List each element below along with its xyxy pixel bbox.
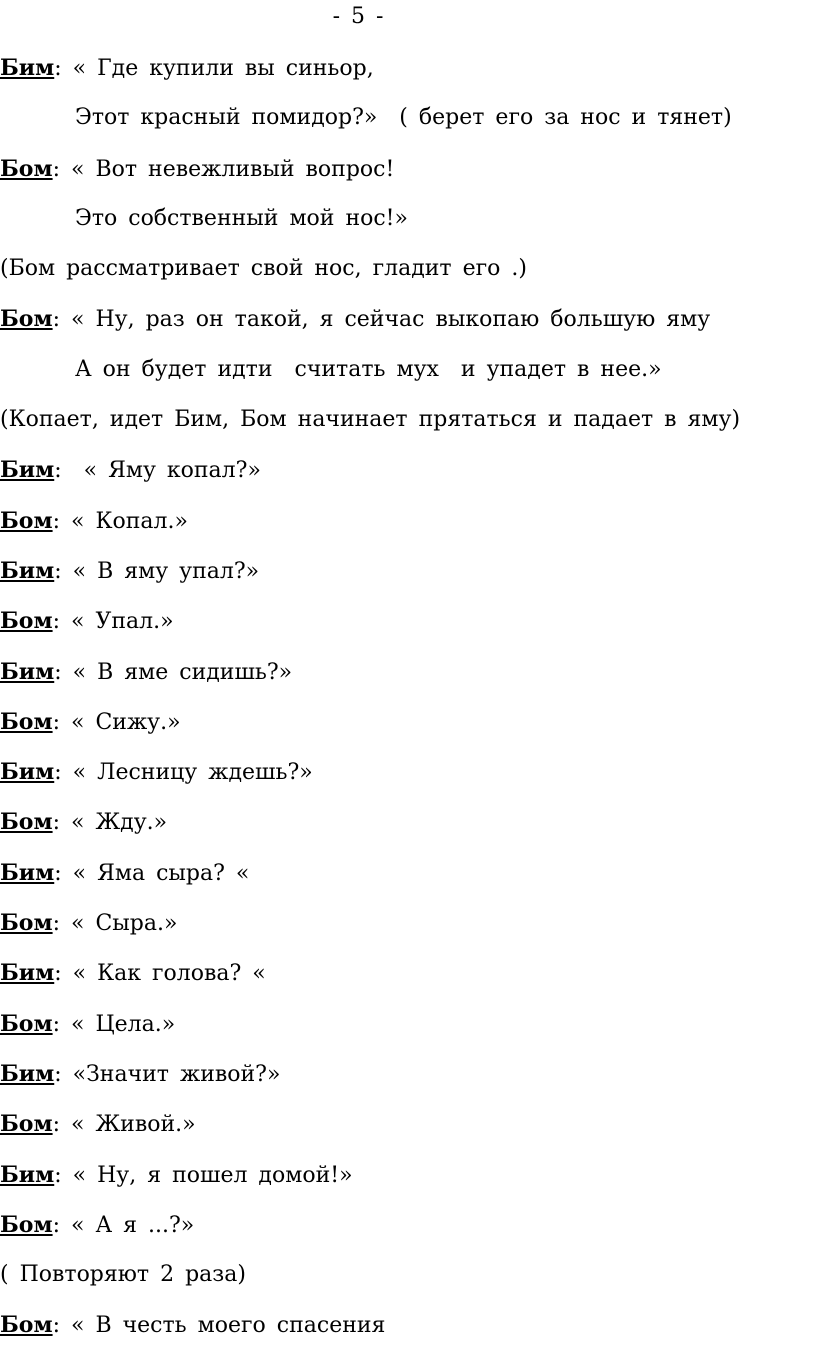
line-text: : « Сыра.» xyxy=(52,911,178,937)
line-text: : « Ну, я пошел домой!» xyxy=(54,1162,353,1188)
line-text: : «Значит живой?» xyxy=(54,1061,281,1087)
page-number: - 5 - xyxy=(332,4,384,29)
speaker-name: Бом xyxy=(0,1312,53,1339)
speaker-name: Бом xyxy=(0,1211,53,1238)
verse-continuation-line xyxy=(0,101,816,151)
line-text: Это собственный мой нос!» xyxy=(75,205,408,231)
speaker-name: Бим xyxy=(0,557,55,584)
line-text: (Бом рассматривает свой нос, гладит его .) xyxy=(0,256,527,282)
verse-continuation-line xyxy=(0,202,816,252)
speaker-name: Бом xyxy=(0,507,53,534)
verse-continuation-line xyxy=(0,353,816,403)
line-text: : « Яма сыра? « xyxy=(54,860,250,886)
dialogue-line xyxy=(0,1057,816,1107)
dialogue-line xyxy=(0,956,816,1006)
dialogue-line xyxy=(0,152,816,202)
line-text: : « А я ...?» xyxy=(52,1212,195,1238)
speaker-name: Бим xyxy=(0,960,55,987)
stage-direction-line xyxy=(0,403,816,453)
dialogue-line xyxy=(0,1107,816,1157)
line-text: : « Цела.» xyxy=(52,1011,176,1037)
line-text: : « В яму упал?» xyxy=(54,558,260,584)
line-text: Этот красный помидор?» ( берет его за нос и тянет) xyxy=(75,105,732,131)
speaker-name: Бом xyxy=(0,809,53,836)
dialogue-line xyxy=(0,1308,816,1358)
script-text xyxy=(0,51,816,1359)
dialogue-line xyxy=(0,906,816,956)
dialogue-line xyxy=(0,705,816,755)
line-text: : « Живой.» xyxy=(52,1112,196,1138)
dialogue-line xyxy=(0,1158,816,1208)
line-text: : « Яму копал?» xyxy=(54,458,261,484)
line-text: : « Лесницу ждешь?» xyxy=(54,760,313,786)
line-text: : « Ну, раз он такой, я сейчас выкопаю большую яму xyxy=(52,307,711,333)
dialogue-line xyxy=(0,51,816,101)
speaker-name: Бом xyxy=(0,910,53,937)
speaker-name: Бом xyxy=(0,1010,53,1037)
dialogue-line xyxy=(0,554,816,604)
stage-direction-line xyxy=(0,1258,816,1308)
line-text: : « Вот невежливый вопрос! xyxy=(52,156,395,182)
dialogue-line xyxy=(0,856,816,906)
speaker-name: Бом xyxy=(0,155,53,182)
dialogue-line xyxy=(0,1208,816,1258)
dialogue-line xyxy=(0,604,816,654)
line-text: : « В честь моего спасения xyxy=(52,1313,386,1339)
stage-direction-line xyxy=(0,252,816,302)
speaker-name: Бим xyxy=(0,1161,55,1188)
dialogue-line xyxy=(0,805,816,855)
dialogue-line xyxy=(0,504,816,554)
line-text: : « Где купили вы синьор, xyxy=(54,56,374,81)
speaker-name: Бом xyxy=(0,708,53,735)
speaker-name: Бом xyxy=(0,306,53,333)
line-text: : « Как голова? « xyxy=(54,961,266,987)
line-text: : « В яме сидишь?» xyxy=(54,659,293,685)
line-text: (Копает, идет Бим, Бом начинает прятаться и падает в яму) xyxy=(0,407,741,433)
speaker-name: Бом xyxy=(0,608,53,635)
speaker-name: Бим xyxy=(0,859,55,886)
line-text: : « Сижу.» xyxy=(52,709,181,735)
dialogue-line xyxy=(0,655,816,705)
dialogue-line xyxy=(0,755,816,805)
dialogue-line xyxy=(0,302,816,352)
speaker-name: Бим xyxy=(0,759,55,786)
speaker-name: Бим xyxy=(0,658,55,685)
line-text: ( Повторяют 2 раза) xyxy=(0,1262,246,1288)
speaker-name: Бом xyxy=(0,1111,53,1138)
speaker-name: Бим xyxy=(0,1060,55,1087)
line-text: : « Упал.» xyxy=(52,609,174,635)
dialogue-line xyxy=(0,453,816,503)
line-text: : « Жду.» xyxy=(52,810,168,836)
speaker-name: Бим xyxy=(0,457,55,484)
speaker-name: Бим xyxy=(0,55,55,81)
dialogue-line xyxy=(0,1007,816,1057)
line-text: : « Копал.» xyxy=(52,508,188,534)
line-text: А он будет идти считать мух и упадет в нее.» xyxy=(75,356,662,382)
